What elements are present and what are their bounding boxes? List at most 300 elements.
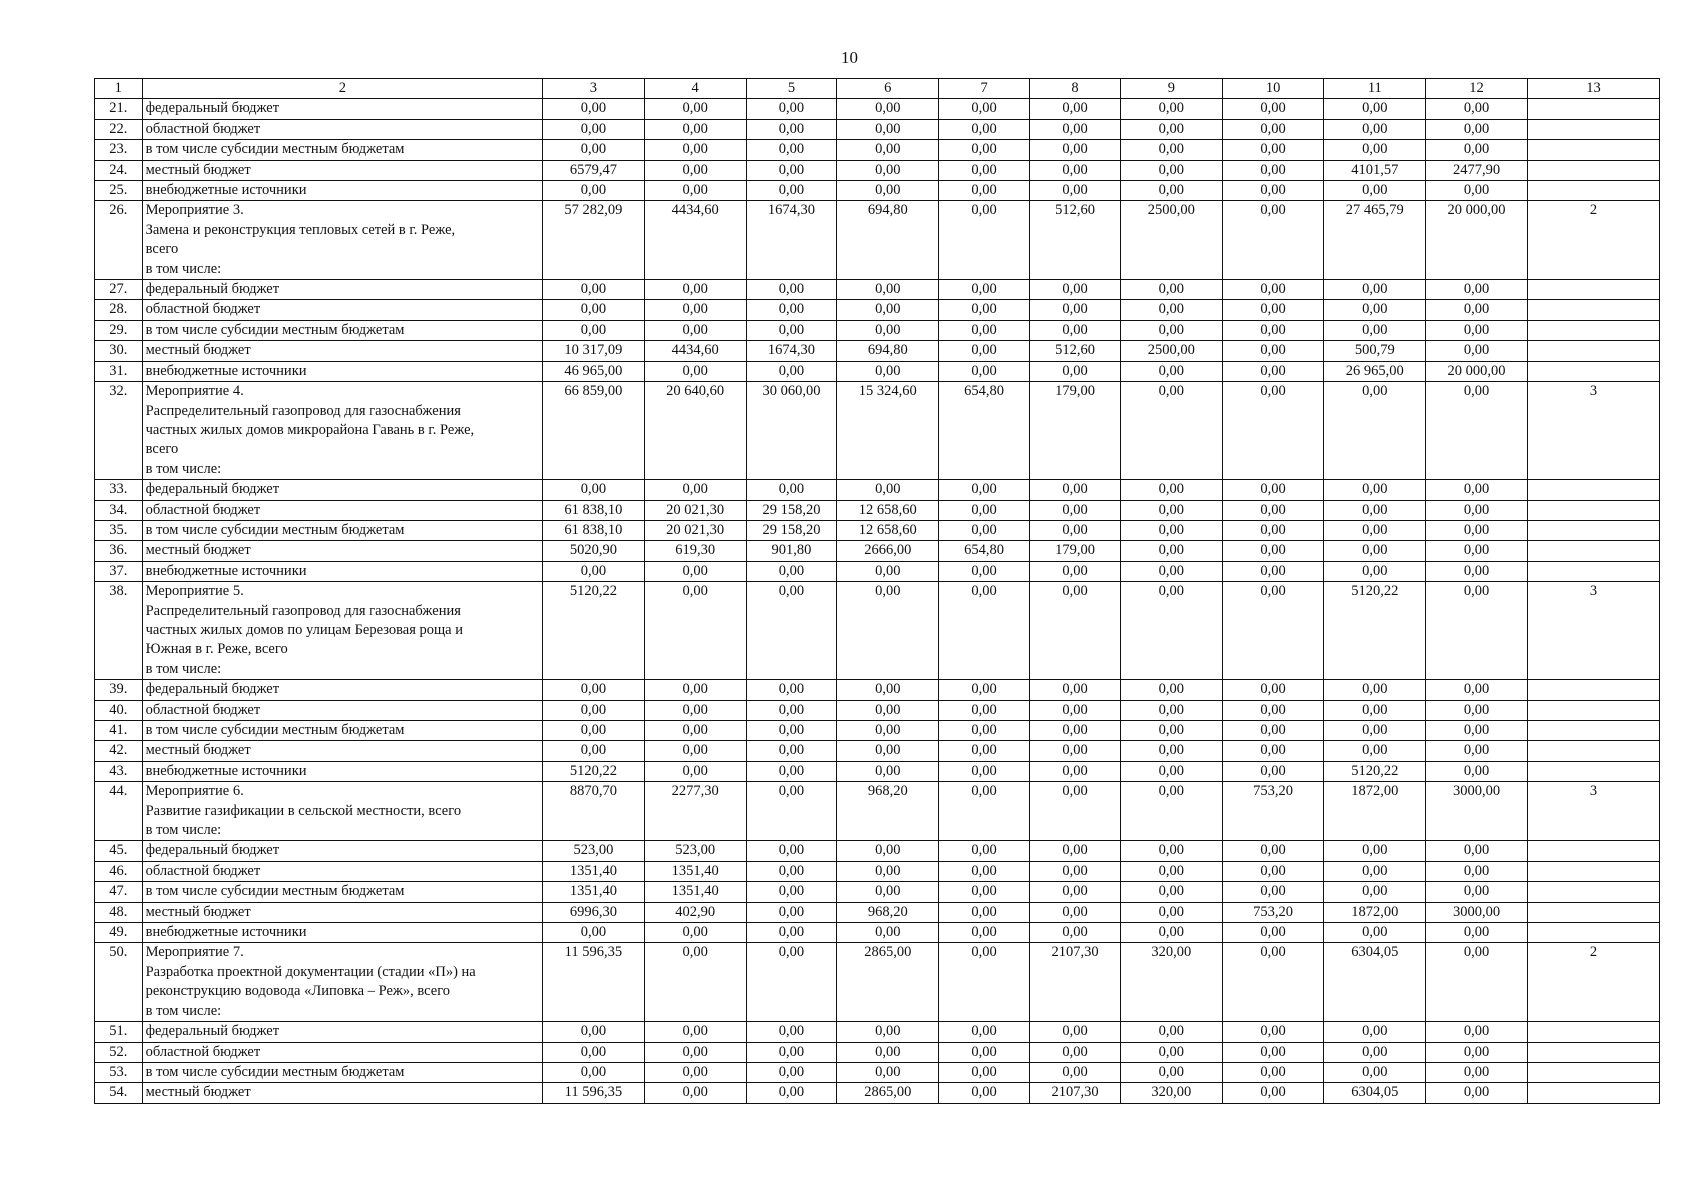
item-name-line: в том числе: <box>145 1002 222 1019</box>
item-name-line: в том числе субсидии местным бюджетам <box>145 883 405 900</box>
value-cell: 0,00 <box>939 320 1030 340</box>
target-indicator-cell <box>1527 741 1659 761</box>
value-cell: 1351,40 <box>543 882 645 902</box>
value-cell: 0,00 <box>1324 181 1426 201</box>
value-cell: 0,00 <box>1222 923 1324 943</box>
value-cell: 46 965,00 <box>543 361 645 381</box>
target-indicator-cell <box>1527 841 1659 861</box>
value-cell: 0,00 <box>1030 741 1121 761</box>
target-indicator-cell <box>1527 1022 1659 1042</box>
target-indicator-cell <box>1527 1083 1659 1103</box>
value-cell: 0,00 <box>837 582 939 680</box>
item-name-line: Разработка проектной документации (стадии «П») на <box>145 963 476 980</box>
value-cell: 0,00 <box>1120 700 1222 720</box>
value-cell: 0,00 <box>939 480 1030 500</box>
value-cell: 402,90 <box>644 902 746 922</box>
value-cell: 0,00 <box>837 119 939 139</box>
value-cell: 179,00 <box>1030 541 1121 561</box>
value-cell: 0,00 <box>543 1042 645 1062</box>
value-cell: 0,00 <box>939 923 1030 943</box>
target-indicator-cell <box>1527 320 1659 340</box>
value-cell: 0,00 <box>939 761 1030 781</box>
value-cell: 0,00 <box>939 119 1030 139</box>
value-cell: 0,00 <box>1324 841 1426 861</box>
value-cell: 0,00 <box>837 280 939 300</box>
table-row <box>95 341 1660 361</box>
table-row <box>95 902 1660 922</box>
value-cell: 0,00 <box>1222 119 1324 139</box>
value-cell: 0,00 <box>1324 140 1426 160</box>
value-cell: 0,00 <box>1222 300 1324 320</box>
item-name <box>142 1022 542 1042</box>
value-cell: 0,00 <box>1120 582 1222 680</box>
table-row <box>95 861 1660 881</box>
value-cell: 0,00 <box>837 181 939 201</box>
value-cell: 2666,00 <box>837 541 939 561</box>
value-cell: 320,00 <box>1120 1083 1222 1103</box>
value-cell: 0,00 <box>1426 181 1528 201</box>
value-cell: 0,00 <box>1426 923 1528 943</box>
value-cell: 0,00 <box>1030 320 1121 340</box>
value-cell: 0,00 <box>1426 841 1528 861</box>
value-cell: 0,00 <box>1426 1042 1528 1062</box>
target-indicator-cell: 3 <box>1527 782 1659 841</box>
target-indicator-cell <box>1527 361 1659 381</box>
item-name <box>142 1042 542 1062</box>
value-cell: 0,00 <box>644 361 746 381</box>
value-cell: 2107,30 <box>1030 1083 1121 1103</box>
value-cell: 1872,00 <box>1324 902 1426 922</box>
value-cell: 0,00 <box>939 680 1030 700</box>
column-header: 11 <box>1324 79 1426 99</box>
value-cell: 3000,00 <box>1426 902 1528 922</box>
value-cell: 4434,60 <box>644 341 746 361</box>
value-cell: 0,00 <box>939 160 1030 180</box>
value-cell: 0,00 <box>1030 700 1121 720</box>
item-name <box>142 943 542 1022</box>
value-cell: 0,00 <box>746 841 837 861</box>
item-name-line: федеральный бюджет <box>145 481 280 498</box>
value-cell: 4434,60 <box>644 201 746 280</box>
item-name-line: Распределительный газопровод для газоснабжения <box>145 602 461 619</box>
item-name <box>142 741 542 761</box>
item-name-line: Южная в г. Реже, всего <box>145 641 288 658</box>
row-number: 29. <box>95 320 143 340</box>
row-number: 42. <box>95 741 143 761</box>
value-cell: 523,00 <box>644 841 746 861</box>
target-indicator-cell <box>1527 923 1659 943</box>
value-cell: 0,00 <box>1426 582 1528 680</box>
value-cell: 0,00 <box>1426 480 1528 500</box>
value-cell: 0,00 <box>1120 782 1222 841</box>
item-name <box>142 382 542 480</box>
item-name-line: Мероприятие 7. <box>145 944 244 961</box>
value-cell: 0,00 <box>1120 1062 1222 1082</box>
value-cell: 0,00 <box>939 520 1030 540</box>
value-cell: 0,00 <box>1120 119 1222 139</box>
value-cell: 0,00 <box>939 201 1030 280</box>
value-cell: 0,00 <box>1426 943 1528 1022</box>
value-cell: 0,00 <box>837 882 939 902</box>
value-cell: 0,00 <box>1324 1042 1426 1062</box>
value-cell: 0,00 <box>1426 1022 1528 1042</box>
header-row <box>95 79 1660 99</box>
item-name <box>142 341 542 361</box>
value-cell: 0,00 <box>644 1042 746 1062</box>
value-cell: 0,00 <box>543 119 645 139</box>
value-cell: 523,00 <box>543 841 645 861</box>
value-cell: 0,00 <box>1120 382 1222 480</box>
table-row <box>95 582 1660 680</box>
value-cell: 0,00 <box>1222 582 1324 680</box>
table-row <box>95 160 1660 180</box>
item-name-line: Мероприятие 6. <box>145 783 244 800</box>
value-cell: 0,00 <box>1324 300 1426 320</box>
item-name-line: в том числе субсидии местным бюджетам <box>145 722 405 738</box>
item-name-line: в том числе: <box>145 822 222 839</box>
value-cell: 0,00 <box>543 300 645 320</box>
value-cell: 0,00 <box>939 1042 1030 1062</box>
row-number: 50. <box>95 943 143 1022</box>
value-cell: 0,00 <box>1426 140 1528 160</box>
value-cell: 0,00 <box>746 741 837 761</box>
value-cell: 0,00 <box>1120 561 1222 581</box>
value-cell: 0,00 <box>543 280 645 300</box>
value-cell: 5120,22 <box>1324 582 1426 680</box>
item-name-line: внебюджетные источники <box>145 562 307 579</box>
column-header: 4 <box>644 79 746 99</box>
item-name <box>142 582 542 680</box>
table-row <box>95 99 1660 119</box>
value-cell: 0,00 <box>1120 861 1222 881</box>
value-cell: 0,00 <box>746 1042 837 1062</box>
item-name <box>142 520 542 540</box>
value-cell: 0,00 <box>1426 280 1528 300</box>
column-header: 9 <box>1120 79 1222 99</box>
table-row <box>95 500 1660 520</box>
value-cell: 0,00 <box>939 721 1030 741</box>
item-name-line: в том числе: <box>145 660 222 677</box>
table-row <box>95 923 1660 943</box>
value-cell: 0,00 <box>644 561 746 581</box>
value-cell: 5120,22 <box>543 761 645 781</box>
item-name <box>142 902 542 922</box>
item-name <box>142 181 542 201</box>
value-cell: 694,80 <box>837 201 939 280</box>
value-cell: 0,00 <box>1324 861 1426 881</box>
value-cell: 0,00 <box>644 300 746 320</box>
value-cell: 0,00 <box>837 700 939 720</box>
target-indicator-cell <box>1527 280 1659 300</box>
value-cell: 0,00 <box>1030 361 1121 381</box>
table-row <box>95 1083 1660 1103</box>
item-name-line: внебюджетные источники <box>145 924 307 941</box>
page-number: 10 <box>841 48 858 67</box>
value-cell: 0,00 <box>1120 280 1222 300</box>
value-cell: 0,00 <box>1030 280 1121 300</box>
value-cell: 29 158,20 <box>746 520 837 540</box>
item-name-line: Мероприятие 4. <box>145 383 244 400</box>
value-cell: 0,00 <box>837 1042 939 1062</box>
value-cell: 0,00 <box>746 782 837 841</box>
item-name <box>142 561 542 581</box>
target-indicator-cell <box>1527 1062 1659 1082</box>
value-cell: 0,00 <box>837 140 939 160</box>
row-number: 47. <box>95 882 143 902</box>
value-cell: 0,00 <box>939 500 1030 520</box>
value-cell: 0,00 <box>1222 561 1324 581</box>
table-row <box>95 1042 1660 1062</box>
value-cell: 0,00 <box>1426 741 1528 761</box>
value-cell: 0,00 <box>939 99 1030 119</box>
value-cell: 0,00 <box>939 361 1030 381</box>
value-cell: 20 021,30 <box>644 520 746 540</box>
value-cell: 0,00 <box>837 300 939 320</box>
value-cell: 0,00 <box>1222 1022 1324 1042</box>
value-cell: 0,00 <box>543 923 645 943</box>
value-cell: 0,00 <box>1324 382 1426 480</box>
value-cell: 0,00 <box>1030 480 1121 500</box>
value-cell: 0,00 <box>1324 680 1426 700</box>
value-cell: 0,00 <box>1222 480 1324 500</box>
value-cell: 6304,05 <box>1324 1083 1426 1103</box>
value-cell: 0,00 <box>746 480 837 500</box>
value-cell: 2107,30 <box>1030 943 1121 1022</box>
value-cell: 654,80 <box>939 382 1030 480</box>
value-cell: 0,00 <box>939 700 1030 720</box>
value-cell: 0,00 <box>1030 561 1121 581</box>
value-cell: 0,00 <box>746 181 837 201</box>
value-cell: 0,00 <box>644 1022 746 1042</box>
table-row <box>95 841 1660 861</box>
target-indicator-cell <box>1527 882 1659 902</box>
value-cell: 0,00 <box>1426 1083 1528 1103</box>
value-cell: 0,00 <box>1426 861 1528 881</box>
item-name-line: Мероприятие 5. <box>145 583 244 600</box>
value-cell: 0,00 <box>939 882 1030 902</box>
target-indicator-cell <box>1527 700 1659 720</box>
value-cell: 0,00 <box>1426 1062 1528 1082</box>
value-cell: 2277,30 <box>644 782 746 841</box>
value-cell: 0,00 <box>1030 782 1121 841</box>
value-cell: 0,00 <box>644 761 746 781</box>
value-cell: 0,00 <box>1222 181 1324 201</box>
value-cell: 0,00 <box>837 1062 939 1082</box>
table-row <box>95 480 1660 500</box>
value-cell: 0,00 <box>644 140 746 160</box>
value-cell: 0,00 <box>1030 160 1121 180</box>
value-cell: 512,60 <box>1030 201 1121 280</box>
table-row <box>95 782 1660 841</box>
item-name-line: федеральный бюджет <box>145 281 280 298</box>
value-cell: 753,20 <box>1222 902 1324 922</box>
value-cell: 0,00 <box>1426 561 1528 581</box>
value-cell: 0,00 <box>1324 280 1426 300</box>
item-name <box>142 700 542 720</box>
item-name <box>142 280 542 300</box>
target-indicator-cell: 2 <box>1527 201 1659 280</box>
value-cell: 0,00 <box>746 1022 837 1042</box>
value-cell: 0,00 <box>543 320 645 340</box>
value-cell: 0,00 <box>837 861 939 881</box>
table-row <box>95 541 1660 561</box>
item-name <box>142 680 542 700</box>
value-cell: 0,00 <box>837 841 939 861</box>
row-number: 45. <box>95 841 143 861</box>
row-number: 48. <box>95 902 143 922</box>
table-row <box>95 943 1660 1022</box>
value-cell: 0,00 <box>543 700 645 720</box>
target-indicator-cell <box>1527 902 1659 922</box>
table-row <box>95 882 1660 902</box>
value-cell: 0,00 <box>543 680 645 700</box>
target-indicator-cell <box>1527 680 1659 700</box>
item-name-line: частных жилых домов микрорайона Гавань в г. Реже, <box>145 421 475 438</box>
value-cell: 0,00 <box>1222 700 1324 720</box>
value-cell: 0,00 <box>1324 721 1426 741</box>
value-cell: 0,00 <box>1426 700 1528 720</box>
value-cell: 0,00 <box>939 561 1030 581</box>
value-cell: 2477,90 <box>1426 160 1528 180</box>
value-cell: 0,00 <box>1222 1062 1324 1082</box>
item-name-line: местный бюджет <box>145 903 251 920</box>
value-cell: 0,00 <box>746 361 837 381</box>
value-cell: 0,00 <box>939 902 1030 922</box>
value-cell: 0,00 <box>1030 500 1121 520</box>
value-cell: 0,00 <box>1222 861 1324 881</box>
row-number: 41. <box>95 721 143 741</box>
value-cell: 61 838,10 <box>543 520 645 540</box>
value-cell: 4101,57 <box>1324 160 1426 180</box>
target-indicator-cell <box>1527 99 1659 119</box>
value-cell: 0,00 <box>939 140 1030 160</box>
item-name-line: в том числе: <box>145 460 222 477</box>
value-cell: 0,00 <box>939 280 1030 300</box>
column-header: 12 <box>1426 79 1528 99</box>
item-name-line: местный бюджет <box>145 342 251 359</box>
row-number: 22. <box>95 119 143 139</box>
item-name <box>142 300 542 320</box>
value-cell: 3000,00 <box>1426 782 1528 841</box>
value-cell: 0,00 <box>837 741 939 761</box>
table-row <box>95 140 1660 160</box>
item-name-line: местный бюджет <box>145 542 251 559</box>
value-cell: 0,00 <box>543 741 645 761</box>
value-cell: 0,00 <box>644 119 746 139</box>
value-cell: 0,00 <box>1222 882 1324 902</box>
value-cell: 6304,05 <box>1324 943 1426 1022</box>
value-cell: 0,00 <box>1120 520 1222 540</box>
value-cell: 654,80 <box>939 541 1030 561</box>
value-cell: 0,00 <box>746 680 837 700</box>
target-indicator-cell <box>1527 480 1659 500</box>
column-header: 10 <box>1222 79 1324 99</box>
column-header: 8 <box>1030 79 1121 99</box>
value-cell: 5120,22 <box>543 582 645 680</box>
value-cell: 0,00 <box>1426 341 1528 361</box>
value-cell: 0,00 <box>543 480 645 500</box>
value-cell: 15 324,60 <box>837 382 939 480</box>
item-name <box>142 140 542 160</box>
item-name-line: всего <box>145 241 179 258</box>
value-cell: 753,20 <box>1222 782 1324 841</box>
value-cell: 0,00 <box>1222 320 1324 340</box>
row-number: 26. <box>95 201 143 280</box>
value-cell: 0,00 <box>939 782 1030 841</box>
value-cell: 0,00 <box>1120 140 1222 160</box>
value-cell: 0,00 <box>1222 761 1324 781</box>
item-name <box>142 99 542 119</box>
value-cell: 0,00 <box>1120 721 1222 741</box>
item-name-line: областной бюджет <box>145 120 261 137</box>
item-name-line: внебюджетные источники <box>145 762 307 779</box>
value-cell: 0,00 <box>1120 361 1222 381</box>
value-cell: 0,00 <box>746 561 837 581</box>
value-cell: 0,00 <box>1426 99 1528 119</box>
value-cell: 0,00 <box>746 280 837 300</box>
value-cell: 0,00 <box>1324 923 1426 943</box>
value-cell: 0,00 <box>1324 882 1426 902</box>
column-header: 2 <box>142 79 542 99</box>
row-number: 54. <box>95 1083 143 1103</box>
value-cell: 0,00 <box>644 680 746 700</box>
value-cell: 0,00 <box>746 320 837 340</box>
value-cell: 0,00 <box>837 923 939 943</box>
value-cell: 20 640,60 <box>644 382 746 480</box>
value-cell: 0,00 <box>1120 500 1222 520</box>
table-row <box>95 280 1660 300</box>
value-cell: 0,00 <box>1324 320 1426 340</box>
value-cell: 0,00 <box>644 480 746 500</box>
value-cell: 0,00 <box>1324 1062 1426 1082</box>
value-cell: 0,00 <box>1222 500 1324 520</box>
value-cell: 0,00 <box>1030 841 1121 861</box>
value-cell: 0,00 <box>1030 680 1121 700</box>
item-name <box>142 201 542 280</box>
budget-table <box>94 78 1660 1104</box>
item-name-line: федеральный бюджет <box>145 842 280 859</box>
value-cell: 0,00 <box>1426 520 1528 540</box>
value-cell: 0,00 <box>939 1022 1030 1042</box>
table-row <box>95 561 1660 581</box>
value-cell: 1351,40 <box>543 861 645 881</box>
item-name-line: областной бюджет <box>145 862 261 879</box>
value-cell: 0,00 <box>1426 721 1528 741</box>
target-indicator-cell <box>1527 861 1659 881</box>
value-cell: 0,00 <box>1426 761 1528 781</box>
target-indicator-cell: 3 <box>1527 382 1659 480</box>
value-cell: 0,00 <box>837 320 939 340</box>
target-indicator-cell <box>1527 721 1659 741</box>
item-name <box>142 320 542 340</box>
value-cell: 0,00 <box>1426 500 1528 520</box>
row-number: 40. <box>95 700 143 720</box>
value-cell: 2865,00 <box>837 943 939 1022</box>
value-cell: 0,00 <box>644 280 746 300</box>
row-number: 30. <box>95 341 143 361</box>
item-name-line: в том числе субсидии местным бюджетам <box>145 1063 405 1080</box>
item-name-line: Развитие газификации в сельской местности, всего <box>145 802 462 819</box>
item-name-line: федеральный бюджет <box>145 681 280 698</box>
value-cell: 0,00 <box>1222 160 1324 180</box>
row-number: 27. <box>95 280 143 300</box>
value-cell: 0,00 <box>1120 923 1222 943</box>
value-cell: 0,00 <box>1324 480 1426 500</box>
target-indicator-cell <box>1527 761 1659 781</box>
value-cell: 11 596,35 <box>543 1083 645 1103</box>
value-cell: 0,00 <box>939 841 1030 861</box>
value-cell: 0,00 <box>1222 741 1324 761</box>
